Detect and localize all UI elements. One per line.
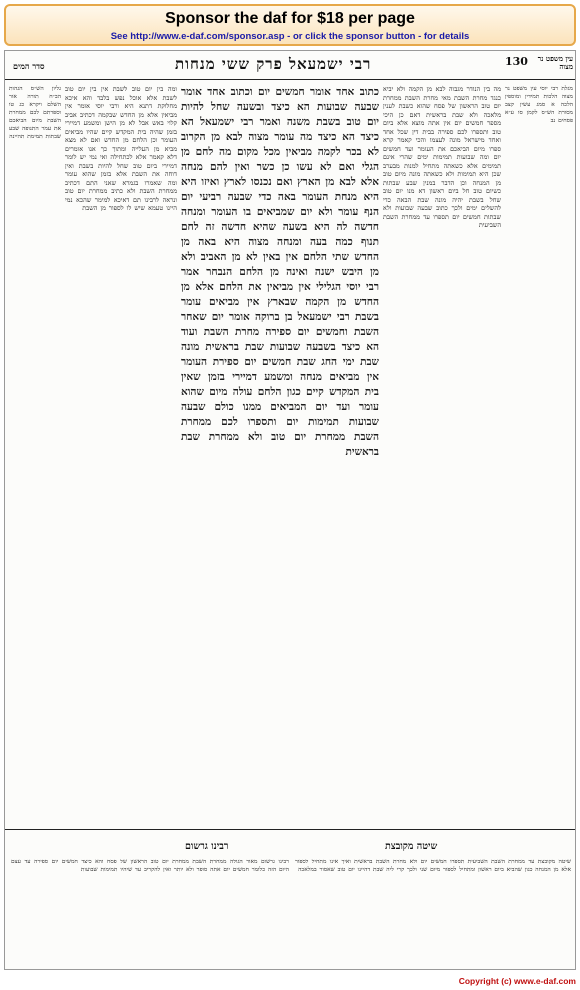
bottom-divider <box>5 829 576 830</box>
rashi-commentary: מה בין הנודר מגבוה לבא מן הקמה ולא יביא כנגד מחרת השבת מאי מחרת השבת ממחרת יום טוב הראשון של פסח שהוא כשבת לענין מלאכה ולא שבת בראשית דאם כן היכי מספר חמשים יום אין אתה מוצא אלא ביום טוב ותספרו לכם ספירה בבית דין שכל אחד ואחד מישראל מונה לעצמו והכי קאמר קרא ספרו מיום הביאכם את העומר ועד חמשים יום ומה שבועות תמימות ימים שהרי אינם תמימים אלא כשאתה מתחיל למנות מבערב שכן היא תמימות ולא כשאתה מונה מיום טוב מן המנחה וכן הדבר במנין שבע שבתות כשיום טוב חל ביום ראשון דא מנו יום טוב שחל בשבת יהיה מונה שבת הבאה כדי להשלים ימים ולכך כתוב שבעה שבועות ולא שבתות חמשים יום תספרו עד ממחרת השבת השביעית <box>383 85 501 229</box>
sponsor-banner[interactable] <box>4 4 576 46</box>
shita-mekubetzet-heading: שיטה מקובצת <box>385 841 438 852</box>
header-divider <box>5 79 576 80</box>
page-header <box>5 55 575 79</box>
tosafot-commentary: ומה בין יום טוב לשבת אין בין יום טוב לשבת אלא אוכל נפש בלבד והא איכא מחלוקת דתנא היא ורבי יוסי אומר אין מביאין אלא מן החדש שבקמה דכתיב אביב קלוי באש אבל לא מן הישן ומשמע דמיירי בזמן שהיה בית המקדש קיים שהיו מביאים העומר וכן הלחם מן החדש ואם לא מצא מביא מן העלייה ומתוך כך אנו אומרים דלא קאמר אלא לכתחילה ואי נמי יש לומר דמיירי ביום טוב שחל להיות בשבת ואין דוחה את השבת אלא בזמן שהוא עומר ומה שאמרו בגמרא שאני התם דכתיב ממחרת השבת ולא כתיב ממחרת יום טוב ונראה לרבינו תם דאיכא למימר שהכא נמי היינו טעמא שיש לו לספור מן השבת <box>65 85 177 212</box>
sponsor-banner-subtitle[interactable]: See http://www.e-daf.com/sponsor.asp - or click the sponsor button - for details <box>110 31 470 42</box>
margin-notes-left: גליון הש״ס הגהות הב״ח תורה אור השלם ויקרא כג טו וספרתם לכם ממחרת השבת מיום הביאכם את עמר התנופה שבע שבתות תמימת תהיינה <box>9 86 61 140</box>
copyright-notice: Copyright (c) www.e-daf.com <box>458 976 576 986</box>
page-number: 130 <box>505 55 528 68</box>
ein-mishpat-label: עין משפט נר מצוה <box>537 54 573 71</box>
mishnah-gemara-text: כתוב אחד אומר חמשים יום וכתוב אחד אומר שבעה שבועות הא כיצד ובשעה שחל להיות יום טוב בשבת משנה ואמר רבי ישמעאל הא כיצד הא כיצד מה עומר מצוה לבא מן הקרוב לא בכר לקמה מביאין מכל מקום מה לחם מן הגלי ואם לא עשו כן כשר ואין להם מנחה אלא לבא מן הארץ ואם נכנסו לארץ ואיזו היא היא מנחת העומר באה כדי שבעה רביעי יום הנף עומר ולא יום שמביאים בו העומר ומנחה חדשה לה היא בשעה שהיא חדשה זה לחם תנוף כמה בעה ומנחה מצוה היא באה מן החדש שתי הלחם אין באין לא מן האביב ולא מן היבש ישנה ואינה מן הלחם הנבחר אמר רבי יוסי הגלילי אין מביאין את הלחם אלא מן החדש מן הקמה שבארץ אין מביאים עומר בשבת רבי ישמעאל בן ברוקה אומר יום שאחר השבת וחמשים יום ספירה מחרת השבת ועוד הא כיצד בשבעה שבועות שבת בראשית מונה שבת ימי החג שבת חמשים יום ספירת העומר אין מביאים מנחה ומשמע דמיירי בזמן שאין בית המקדש קיים כגון הלחם עולה מיום שהוא עומר ועד יום המביאים ממנו כולם שבעה שבועות תמימות יום ותספרו לכם ממחרת השבת ממחרת יום טוב ולא ממחרת שבת בראשית <box>181 86 379 458</box>
rabbeinu-gershom-heading: רבינו גרשום <box>185 841 229 852</box>
seder-label: סדר המים <box>13 61 45 71</box>
chapter-title: רבי ישמעאל פרק ששי מנחות <box>175 55 372 73</box>
shita-mekubetzet-text: שיטה מקובצת עד ממחרת השבת השביעית תספרו חמשים יום ולא מחרת השבת בראשית ואיך אינו מתחיל לספור אלא מן המנחה כגון שהביא ביום ראשון ומתחיל לספור מיום שני ולכך קרי ליה שבת דהיינו יום טוב שאסור במלאכה <box>295 859 571 873</box>
margin-notes-right: מגלת רבי יוסי עין משפט נר מצוה הלכות תמידין ומוספין הלכה א סמג עשין קצב מסורת הש״ס לקמן סו ע״א פסחים נב <box>505 86 573 124</box>
sponsor-banner-title[interactable]: Sponsor the daf for $18 per page <box>165 10 415 27</box>
rabbeinu-gershom-text: רבינו גרשום מאור הגולה ממחרת השבת ממחרת יום טוב הראשון של פסח והא כיצד חמשים יום ספירה עד עצם היום הזה כלומר חמשים יום אתה סופר ולא יותר ואין להקריב עד שיהיו תמימות שבועות <box>11 859 289 873</box>
talmud-page <box>4 50 576 970</box>
